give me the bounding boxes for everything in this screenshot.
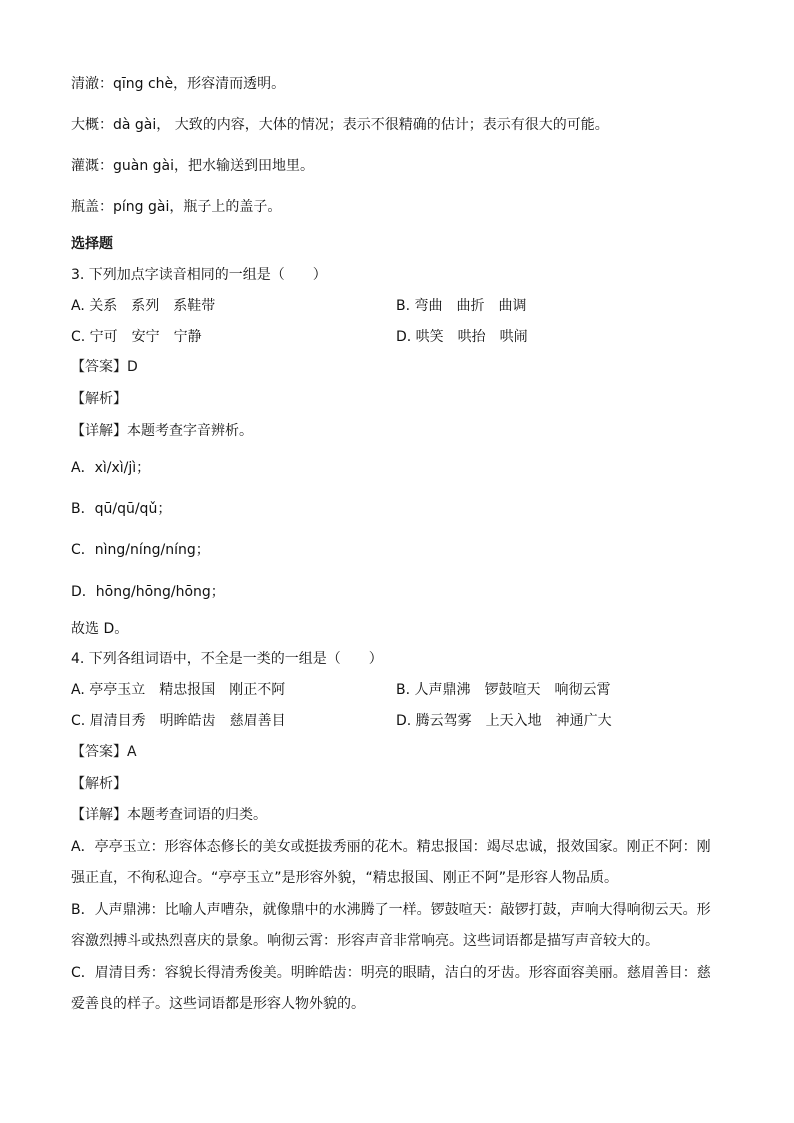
question-3-pinyin-c: C．nìng/níng/níng； xyxy=(71,542,210,558)
question-4-answer: 【答案】A xyxy=(71,744,137,760)
question-4-detail: 【详解】本题考查词语的归类。 xyxy=(71,807,267,823)
question-4-explanation-a: A．亭亭玉立：形容体态修长的美女或挺拔秀丽的花木。精忠报国：竭尽忠诚，报效国家。刚正不阿：刚强正直，不徇私迎合。“亭亭玉立”是形容外貌，“精忠报国、刚正不阿”是形容人物品质。 xyxy=(71,839,711,886)
question-4-option-a: A. 亭亭玉立 精忠报国 刚正不阿 xyxy=(71,682,286,698)
question-4-explanation-b: B．人声鼎沸：比喻人声嘈杂，就像鼎中的水沸腾了一样。锣鼓喧天：敲锣打鼓，声响大得响彻云天。形容激烈搏斗或热烈喜庆的景象。响彻云霄：形容声音非常响亮。这些词语都是描写声音较大的。 xyxy=(71,902,711,949)
question-3-pinyin-d: D．hōng/hōng/hōng； xyxy=(71,584,225,600)
definition-qingche: 清澈：qīng chè，形容清而透明。 xyxy=(71,76,286,92)
question-3-option-d: D. 哄笑 哄抬 哄闹 xyxy=(396,329,528,345)
question-3-option-b: B. 弯曲 曲折 曲调 xyxy=(396,298,527,314)
question-4-analysis-label: 【解析】 xyxy=(71,776,127,792)
question-4-stem: 4. 下列各组词语中，不全是一类的一组是（ ） xyxy=(71,651,383,667)
question-4-explanation-c: C．眉清目秀：容貌长得清秀俊美。明眸皓齿：明亮的眼睛，洁白的牙齿。形容面容美丽。慈眉善目：慈爱善良的样子。这些词语都是形容人物外貌的。 xyxy=(71,965,711,1012)
question-3-option-c: C. 宁可 安宁 宁静 xyxy=(71,329,202,345)
question-3-detail: 【详解】本题考查字音辨析。 xyxy=(71,423,253,439)
question-3-option-a: A. 关系 系列 系鞋带 xyxy=(71,298,216,314)
question-4-option-c: C. 眉清目秀 明眸皓齿 慈眉善目 xyxy=(71,713,286,729)
question-3-conclusion: 故选 D。 xyxy=(71,621,129,637)
question-3-pinyin-b: B．qū/qū/qǔ； xyxy=(71,501,172,517)
definition-guangai: 灌溉：guàn gài，把水输送到田地里。 xyxy=(71,158,315,174)
section-title: 选择题 xyxy=(71,236,113,252)
question-4-option-d: D. 腾云驾雾 上天入地 神通广大 xyxy=(396,713,612,729)
definition-pinggai: 瓶盖：píng gài，瓶子上的盖子。 xyxy=(71,199,282,215)
question-4-option-b: B. 人声鼎沸 锣鼓喧天 响彻云霄 xyxy=(396,682,611,698)
question-3-analysis-label: 【解析】 xyxy=(71,391,127,407)
question-3-answer: 【答案】D xyxy=(71,359,138,375)
definition-dagai: 大概：dà gài， 大致的内容，大体的情况；表示不很精确的估计；表示有很大的可能。 xyxy=(71,117,609,133)
question-3-pinyin-a: A．xì/xì/jì； xyxy=(71,460,151,476)
question-3-stem: 3. 下列加点字读音相同的一组是（ ） xyxy=(71,267,327,283)
